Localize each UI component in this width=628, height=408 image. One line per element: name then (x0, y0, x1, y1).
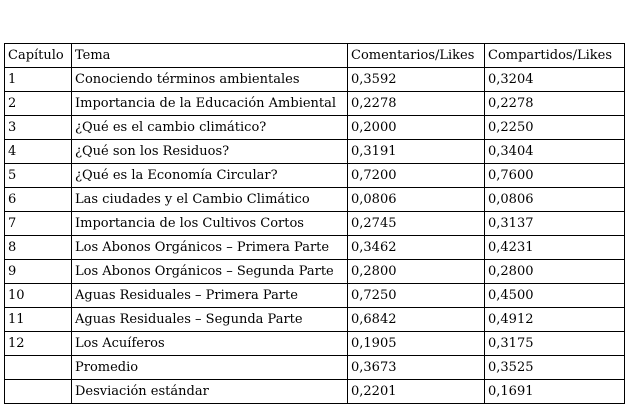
cell-compartidos-likes: 0,3525 (485, 356, 625, 380)
table-row (5, 332, 625, 356)
cell-capitulo: 3 (5, 116, 72, 140)
cell-capitulo: 1 (5, 68, 72, 92)
cell-compartidos-likes: 0,4231 (485, 236, 625, 260)
cell-tema: ¿Qué son los Residuos? (72, 140, 348, 164)
cell-tema: Promedio (72, 356, 348, 380)
cell-capitulo: 2 (5, 92, 72, 116)
cell-capitulo: 12 (5, 332, 72, 356)
cell-tema: Aguas Residuales – Primera Parte (72, 284, 348, 308)
cell-comentarios-likes: 0,2278 (348, 92, 485, 116)
cell-comentarios-likes: 0,3462 (348, 236, 485, 260)
cell-comentarios-likes: 0,2201 (348, 380, 485, 404)
cell-capitulo (5, 356, 72, 380)
cell-tema: Los Abonos Orgánicos – Primera Parte (72, 236, 348, 260)
cell-comentarios-likes: 0,7250 (348, 284, 485, 308)
table-row (5, 92, 625, 116)
cell-comentarios-likes: 0,2800 (348, 260, 485, 284)
cell-compartidos-likes: 0,7600 (485, 164, 625, 188)
header-capitulo: Capítulo (5, 44, 72, 68)
cell-capitulo: 6 (5, 188, 72, 212)
cell-comentarios-likes: 0,0806 (348, 188, 485, 212)
cell-comentarios-likes: 0,2745 (348, 212, 485, 236)
cell-tema: ¿Qué es la Economía Circular? (72, 164, 348, 188)
table-row (5, 212, 625, 236)
table-row (5, 140, 625, 164)
table-row (5, 380, 625, 404)
table-row (5, 68, 625, 92)
cell-comentarios-likes: 0,6842 (348, 308, 485, 332)
cell-tema: Conociendo términos ambientales (72, 68, 348, 92)
cell-tema: Los Acuíferos (72, 332, 348, 356)
header-tema: Tema (72, 44, 348, 68)
header-comentarios-likes: Comentarios/Likes (348, 44, 485, 68)
cell-compartidos-likes: 0,0806 (485, 188, 625, 212)
cell-tema: Las ciudades y el Cambio Climático (72, 188, 348, 212)
table-row (5, 116, 625, 140)
cell-tema: Desviación estándar (72, 380, 348, 404)
cell-capitulo: 8 (5, 236, 72, 260)
cell-capitulo: 4 (5, 140, 72, 164)
table-row (5, 260, 625, 284)
cell-capitulo: 10 (5, 284, 72, 308)
cell-compartidos-likes: 0,4500 (485, 284, 625, 308)
cell-compartidos-likes: 0,2800 (485, 260, 625, 284)
cell-comentarios-likes: 0,3673 (348, 356, 485, 380)
cell-capitulo: 11 (5, 308, 72, 332)
table-row (5, 284, 625, 308)
header-compartidos-likes: Compartidos/Likes (485, 44, 625, 68)
table-row (5, 164, 625, 188)
table-row (5, 188, 625, 212)
cell-capitulo: 9 (5, 260, 72, 284)
cell-compartidos-likes: 0,3175 (485, 332, 625, 356)
cell-tema: Importancia de los Cultivos Cortos (72, 212, 348, 236)
cell-compartidos-likes: 0,2278 (485, 92, 625, 116)
cell-capitulo (5, 380, 72, 404)
cell-compartidos-likes: 0,3404 (485, 140, 625, 164)
cell-comentarios-likes: 0,3592 (348, 68, 485, 92)
results-table (4, 43, 625, 404)
cell-capitulo: 7 (5, 212, 72, 236)
cell-tema: Aguas Residuales – Segunda Parte (72, 308, 348, 332)
table-row (5, 308, 625, 332)
cell-comentarios-likes: 0,2000 (348, 116, 485, 140)
cell-comentarios-likes: 0,1905 (348, 332, 485, 356)
cell-compartidos-likes: 0,1691 (485, 380, 625, 404)
cell-comentarios-likes: 0,3191 (348, 140, 485, 164)
cell-compartidos-likes: 0,4912 (485, 308, 625, 332)
cell-compartidos-likes: 0,2250 (485, 116, 625, 140)
cell-compartidos-likes: 0,3137 (485, 212, 625, 236)
table-body (5, 68, 625, 404)
cell-compartidos-likes: 0,3204 (485, 68, 625, 92)
table-row (5, 236, 625, 260)
cell-capitulo: 5 (5, 164, 72, 188)
cell-tema: Importancia de la Educación Ambiental (72, 92, 348, 116)
cell-tema: ¿Qué es el cambio climático? (72, 116, 348, 140)
table-row (5, 356, 625, 380)
table-header-row (5, 44, 625, 68)
cell-comentarios-likes: 0,7200 (348, 164, 485, 188)
cell-tema: Los Abonos Orgánicos – Segunda Parte (72, 260, 348, 284)
